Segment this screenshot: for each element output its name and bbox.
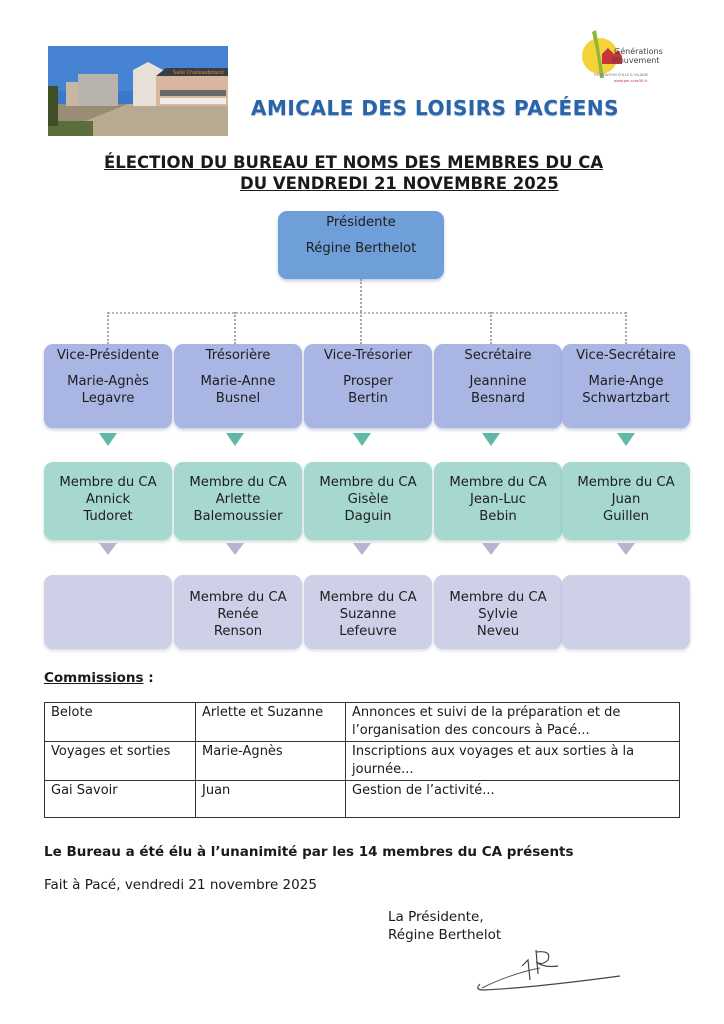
connector-line <box>490 312 492 344</box>
document-title-line2: DU VENDREDI 21 NOVEMBRE 2025 <box>240 174 559 193</box>
role-label: Membre du CA <box>59 475 157 490</box>
person-name: Gisèle <box>347 492 389 507</box>
role-label: Trésorière <box>205 348 271 363</box>
person-surname: Lefeuvre <box>339 624 397 639</box>
person-name: Jean-Luc <box>470 492 526 507</box>
person-name: Arlette <box>215 492 261 507</box>
role-label: Membre du CA <box>449 475 547 490</box>
person-name: Sylvie <box>478 607 518 622</box>
arrow-down-icon <box>99 433 117 446</box>
logo-name-line1: Générations <box>614 47 663 56</box>
member-box <box>304 575 432 649</box>
commission-name: Gai Savoir <box>45 781 196 818</box>
bureau-box-vice-presidente <box>44 344 172 428</box>
role-label: Présidente <box>326 215 396 230</box>
role-label: Membre du CA <box>189 590 287 605</box>
member-box <box>562 462 690 540</box>
role-label: Membre du CA <box>319 475 417 490</box>
person-name: Prosper <box>343 374 393 389</box>
member-box <box>434 575 562 649</box>
member-box <box>304 462 432 540</box>
member-box-empty <box>44 575 172 649</box>
person-surname: Renson <box>213 624 263 639</box>
table-row <box>45 742 680 781</box>
svg-text:Salle Chateaubriand: Salle Chateaubriand <box>173 70 224 76</box>
person-name: Suzanne <box>339 607 397 622</box>
bureau-box-tresoriere <box>174 344 302 428</box>
member-box <box>174 575 302 649</box>
person-surname: Guillen <box>602 509 650 524</box>
arrow-down-icon <box>482 543 500 555</box>
role-label: Vice-Secrétaire <box>576 348 676 363</box>
table-row <box>45 703 680 742</box>
commission-people: Juan <box>196 781 346 818</box>
role-label: Vice-Présidente <box>56 348 160 363</box>
table-row <box>45 781 680 818</box>
connector-line <box>360 279 362 312</box>
commission-people: Marie-Agnès <box>196 742 346 781</box>
person-name: Juan <box>611 492 641 507</box>
commissions-table <box>44 702 680 818</box>
member-box <box>44 462 172 540</box>
commissions-heading-suffix: : <box>143 670 154 686</box>
bureau-box-vice-secretaire <box>562 344 690 428</box>
logo-name-line2: Mouvement <box>612 56 660 65</box>
logo-federation: FÉDÉRATION D'ILLE & VILAINE <box>594 73 649 77</box>
document-title <box>60 152 660 194</box>
signatory-role: La Présidente, <box>388 909 484 925</box>
person-surname: Schwartzbart <box>582 391 670 406</box>
person-surname: Busnel <box>215 391 261 406</box>
person-name: Renée <box>217 607 259 622</box>
commissions-heading <box>44 670 154 686</box>
place-date: Fait à Pacé, vendredi 21 novembre 2025 <box>44 877 317 893</box>
person-name: Jeannine <box>469 374 527 389</box>
member-box-empty <box>562 575 690 649</box>
person-surname: Besnard <box>470 391 526 406</box>
connector-line <box>108 312 626 314</box>
commission-description: Annonces et suivi de la préparation et de l’organisation des concours à Pacé... <box>346 703 680 742</box>
person-name: Annick <box>85 492 131 507</box>
bureau-box-secretaire <box>434 344 562 428</box>
connector-line <box>234 312 236 344</box>
building-photo <box>48 46 228 136</box>
member-box <box>434 462 562 540</box>
commission-name: Belote <box>45 703 196 742</box>
role-label: Secrétaire <box>464 348 532 363</box>
person-surname: Balemoussier <box>193 509 283 524</box>
connector-line <box>625 312 627 344</box>
commission-description: Inscriptions aux voyages et aux sorties à la journée... <box>346 742 680 781</box>
role-label: Membre du CA <box>449 590 547 605</box>
arrow-down-icon <box>99 543 117 555</box>
connector-line <box>360 312 362 344</box>
arrow-down-icon <box>617 433 635 446</box>
arrow-down-icon <box>353 543 371 555</box>
role-label: Membre du CA <box>189 475 287 490</box>
person-surname: Daguin <box>344 509 392 524</box>
person-surname: Bebin <box>479 509 517 524</box>
role-label: Membre du CA <box>319 590 417 605</box>
signatory-name: Régine Berthelot <box>388 927 502 943</box>
person-name: Marie-Anne <box>200 374 276 389</box>
arrow-down-icon <box>226 433 244 446</box>
commission-people: Arlette et Suzanne <box>196 703 346 742</box>
arrow-down-icon <box>482 433 500 446</box>
person-surname: Tudoret <box>83 509 133 524</box>
signatory-block <box>388 908 501 944</box>
person-surname: Bertin <box>348 391 388 406</box>
commission-name: Voyages et sorties <box>45 742 196 781</box>
role-label: Membre du CA <box>577 475 675 490</box>
commission-description: Gestion de l’activité... <box>346 781 680 818</box>
club-title: AMICALE DES LOISIRS PACÉENS <box>250 96 619 120</box>
person-surname: Neveu <box>476 624 520 639</box>
handwritten-signature <box>470 944 630 1000</box>
commissions-heading-text: Commissions <box>44 670 144 686</box>
person-name: Marie-Agnès <box>67 374 149 389</box>
person-name: Marie-Ange <box>588 374 664 389</box>
person-name: Régine Berthelot <box>305 241 417 256</box>
document-title-line1: ÉLECTION DU BUREAU ET NOMS DES MEMBRES DU CA <box>104 153 604 172</box>
connector-line <box>107 312 109 344</box>
person-surname: Legavre <box>81 391 135 406</box>
arrow-down-icon <box>226 543 244 555</box>
election-conclusion: Le Bureau a été élu à l’unanimité par les 14 membres du CA présents <box>44 844 574 860</box>
arrow-down-icon <box>617 543 635 555</box>
bureau-box-vice-tresorier <box>304 344 432 428</box>
president-box <box>278 211 444 279</box>
arrow-down-icon <box>353 433 371 446</box>
member-box <box>174 462 302 540</box>
role-label: Vice-Trésorier <box>323 348 413 363</box>
generations-mouvement-logo <box>578 26 664 90</box>
logo-website: www.gm-ccas35.fr <box>614 79 648 83</box>
